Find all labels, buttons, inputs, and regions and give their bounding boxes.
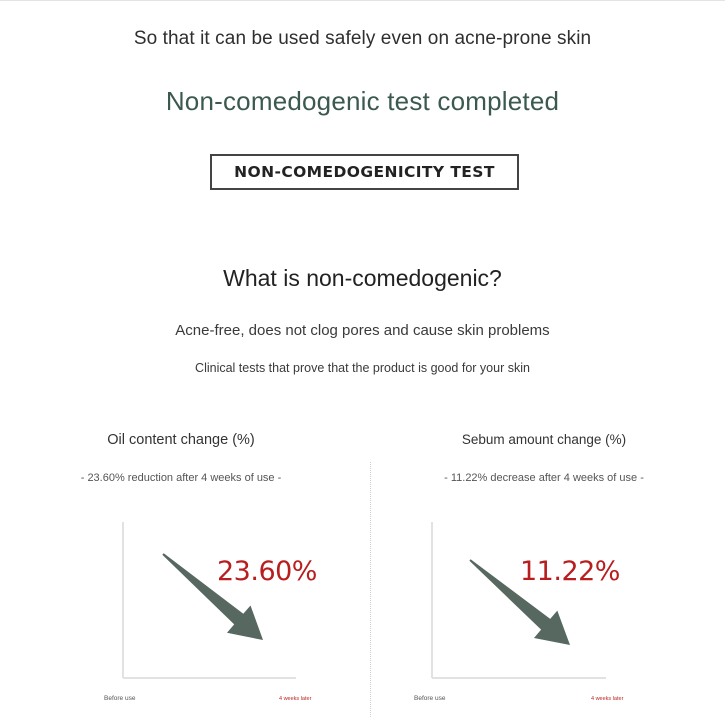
headline: Non-comedogenic test completed xyxy=(165,86,560,116)
x-label-before: Before use xyxy=(104,695,136,702)
chart-subtitle: - 11.22% decrease after 4 weeks of use - xyxy=(444,472,644,484)
test-badge: NON-COMEDOGENICITY TEST xyxy=(210,154,519,190)
section-question: What is non-comedogenic? xyxy=(223,265,502,291)
reduction-value: 11.22% xyxy=(520,556,620,587)
chart-title: Oil content change (%) xyxy=(107,432,255,448)
x-label-after: 4 weeks later xyxy=(279,696,312,702)
sebum-amount-panel xyxy=(363,420,725,725)
oil-content-panel xyxy=(0,420,362,725)
chart-subtitle: - 23.60% reduction after 4 weeks of use - xyxy=(80,472,282,484)
top-divider xyxy=(0,0,725,1)
x-label-after: 4 weeks later xyxy=(591,696,624,702)
description-secondary: Clinical tests that prove that the product is good for your skin xyxy=(195,361,530,375)
description-primary: Acne-free, does not clog pores and cause skin problems xyxy=(175,322,550,339)
reduction-value: 23.60% xyxy=(217,556,317,587)
chart-title: Sebum amount change (%) xyxy=(461,432,627,447)
intro-text: So that it can be used safely even on acne-prone skin xyxy=(133,28,592,49)
x-label-before: Before use xyxy=(414,695,446,702)
